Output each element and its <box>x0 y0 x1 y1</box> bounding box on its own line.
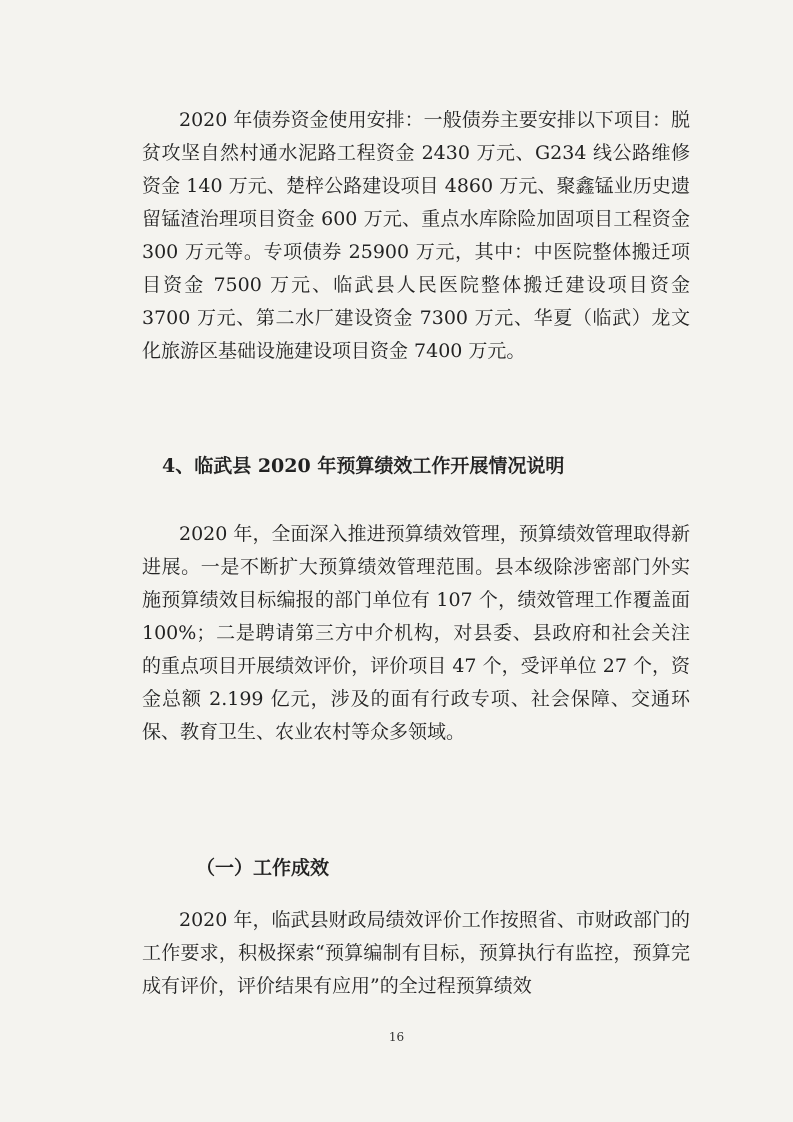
page-number: 16 <box>388 1030 405 1044</box>
body-paragraph: 2020 年债券资金使用安排：一般债券主要安排以下项目：脱贫攻坚自然村通水泥路工程资金 2430 万元、G234 线公路维修资金 140 万元、楚梓公路建设项目 4860 万元、聚鑫锰业历史遗留锰渣治理项目资金 600 万元、重点水库除险加固项目工程资金 300 万元等。专项债券 25900 万元，其中：中医院整体搬迁项目资金 7500 万元、临武县人民医院整体搬迁建设项目资金 3700 万元、第二水厂建设资金 7300 万元、华夏（临武）龙文化旅游区基础设施建设项目资金 7400 万元。 <box>142 109 690 362</box>
subsection-heading: （一）工作成效 <box>196 857 330 879</box>
body-paragraph: 2020 年，全面深入推进预算绩效管理，预算绩效管理取得新进展。一是不断扩大预算绩效管理范围。县本级除涉密部门外实施预算绩效目标编报的部门单位有 107 个，绩效管理工作覆盖面 100%；二是聘请第三方中介机构，对县委、县政府和社会关注的重点项目开展绩效评价，评价项目 47 个，受评单位 27 个，资金总额 2.199 亿元，涉及的面有行政专项、社会保障、交通环保、教育卫生、农业农村等众多领域。 <box>142 523 690 743</box>
section-heading: 4、临武县 2020 年预算绩效工作开展情况说明 <box>162 455 565 477</box>
body-paragraph: 2020 年，临武县财政局绩效评价工作按照省、市财政部门的工作要求，积极探索“预算编制有目标，预算执行有监控，预算完成有评价，评价结果有应用”的全过程预算绩效 <box>142 909 690 997</box>
